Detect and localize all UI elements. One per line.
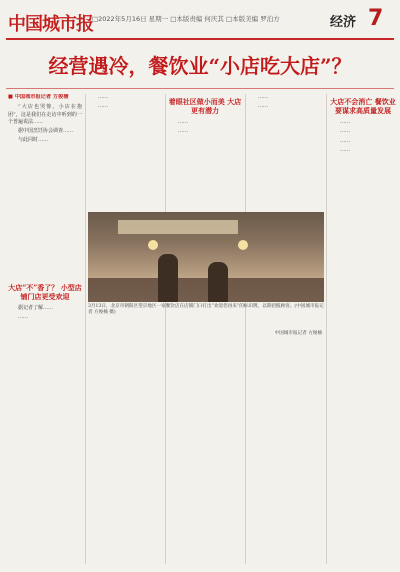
subhead: 大店不会消亡 餐饮业要谋求高质量发展 [330, 97, 396, 115]
column-divider [326, 94, 327, 564]
headline-rule [6, 88, 394, 89]
photo-counter [88, 278, 324, 302]
article-photo [88, 212, 324, 302]
paragraph: 据中国烹饪协会调查…… [18, 128, 74, 135]
paragraph: …… [258, 103, 268, 110]
paragraph: …… [340, 137, 350, 144]
page-header [0, 0, 400, 42]
photo-caption: 3月13日，北京市朝阳区望京地区一家餐饮店在店铺门口打出“欢迎您再来”的标识牌，以期招揽顾客。(中国城市报记者 方俊楠 摄) [88, 304, 324, 316]
newspaper-masthead: 中国城市报 [8, 14, 93, 35]
byline: 中国城市报记者 方俊楠 [274, 331, 322, 336]
paragraph: …… [18, 314, 28, 321]
article-lead: ■ 中国城市报记者 方俊楠 [8, 94, 69, 100]
article-column-4b [248, 330, 322, 564]
section-label: 经济 [330, 15, 357, 30]
photo-person [208, 262, 228, 302]
paragraph: …… [340, 128, 350, 135]
article-column-3b [168, 330, 242, 564]
subhead: 着眼社区做小而美 大店更有潜力 [168, 97, 242, 115]
issue-meta: □2022年5月16日 星期一 □本版责编 何庆其 □本版美编 罗泊方 [92, 15, 280, 23]
paragraph: …… [98, 103, 108, 110]
article-column-2b [88, 330, 162, 564]
header-rule [6, 38, 394, 40]
paragraph: 据记者了解…… [18, 305, 54, 311]
page-number: 7 [368, 6, 384, 31]
photo-lamp [238, 240, 248, 250]
paragraph: …… [340, 146, 350, 153]
paragraph: …… [98, 94, 108, 100]
subhead: 大店“不”香了？ 小型店铺门店更受欢迎 [8, 283, 82, 301]
photo-shop-sign [118, 220, 238, 234]
article-column-5 [330, 94, 396, 564]
article-column-1b [8, 280, 82, 564]
paragraph: …… [340, 119, 350, 125]
paragraph: …… [178, 119, 188, 125]
paragraph: 与此同时…… [18, 137, 49, 144]
paragraph: …… [178, 128, 188, 135]
column-divider [85, 94, 86, 564]
photo-person [158, 254, 178, 302]
article-column-1 [8, 94, 82, 274]
paragraph: “大店也哭惨，小店在抱团”，这是我们在走访中听到的一个普遍说法…… [8, 104, 82, 125]
paragraph: …… [258, 94, 268, 100]
article-headline: 经营遇冷，餐饮业“小店吃大店”？ [48, 54, 352, 78]
column-divider [165, 94, 166, 564]
column-divider [245, 94, 246, 564]
photo-lamp [148, 240, 158, 250]
